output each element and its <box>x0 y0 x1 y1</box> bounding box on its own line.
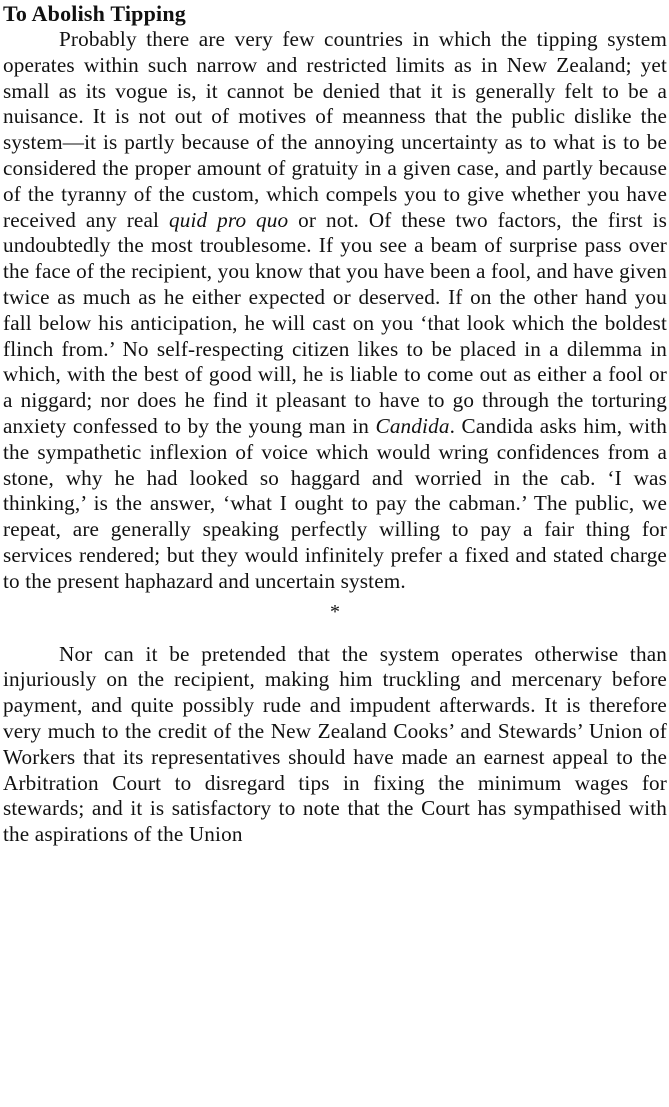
paragraph-2: Nor can it be pretended that the system operates otherwise than injuriously on the recipient, making him truckling and mercenary before payment, and quite possibly rude and impudent afterwards. It is therefore very much to the credit of the New Zealand Cooks’ and Stewards’ Union of Workers that its representatives should have made an earnest appeal to the Arbitration Court to disregard tips in fixing the minimum wages for stewards; and it is satisfactory to note that the Court has sympathised with the aspirations of the Union <box>3 641 667 847</box>
article-title: To Abolish Tipping <box>3 1 186 26</box>
paragraph-1-text-a: Probably there are very few countries in which the tipping system operates within such narrow and restricted limits as in New Zealand; yet small as its vogue is, it cannot be denied that it is generally felt to be a nuisance. It is not out of motives of meanness that the public dislike the system—it is partly because of the annoying uncertainty as to what is to be considered the proper amount of gratuity in a given case, and partly because of the tyranny of the custom, which compels you to give whether you have received any real <box>3 27 667 232</box>
paragraph-1-text-b: or not. Of these two factors, the first is undoubtedly the most troublesome. If you see a beam of surprise pass over the face of the recipient, you know that you have been a fool, and have given twice as much as he either expected or deserved. If on the other hand you fall below his anticipation, he will cast on you ‘that look which the boldest flinch from.’ No self-respecting citizen likes to be placed in a dilemma in which, with the best of good will, he is liable to come out as either a fool or a niggard; nor does he find it pleasant to have to go through the torturing anxiety confessed to by the young man in <box>3 207 667 438</box>
paragraph-1 <box>3 27 667 595</box>
article <box>3 0 667 848</box>
section-separator: * <box>330 600 340 623</box>
paragraph-1-text-c: . Candida asks him, with the sympathetic inflexion of voice which would wring confidences from a stone, why he had looked so haggard and worried in the cab. ‘I was thinking,’ is the answer, ‘what I ought to pay the cabman.’ The public, we repeat, are generally speaking perfectly willing to pay a fair thing for services rendered; but they would infinitely prefer a fixed and stated charge to the present haphazard and uncertain system. <box>3 413 667 593</box>
italic-phrase-quid-pro-quo: quid pro quo <box>168 207 289 232</box>
italic-title-candida: Candida <box>375 413 450 438</box>
